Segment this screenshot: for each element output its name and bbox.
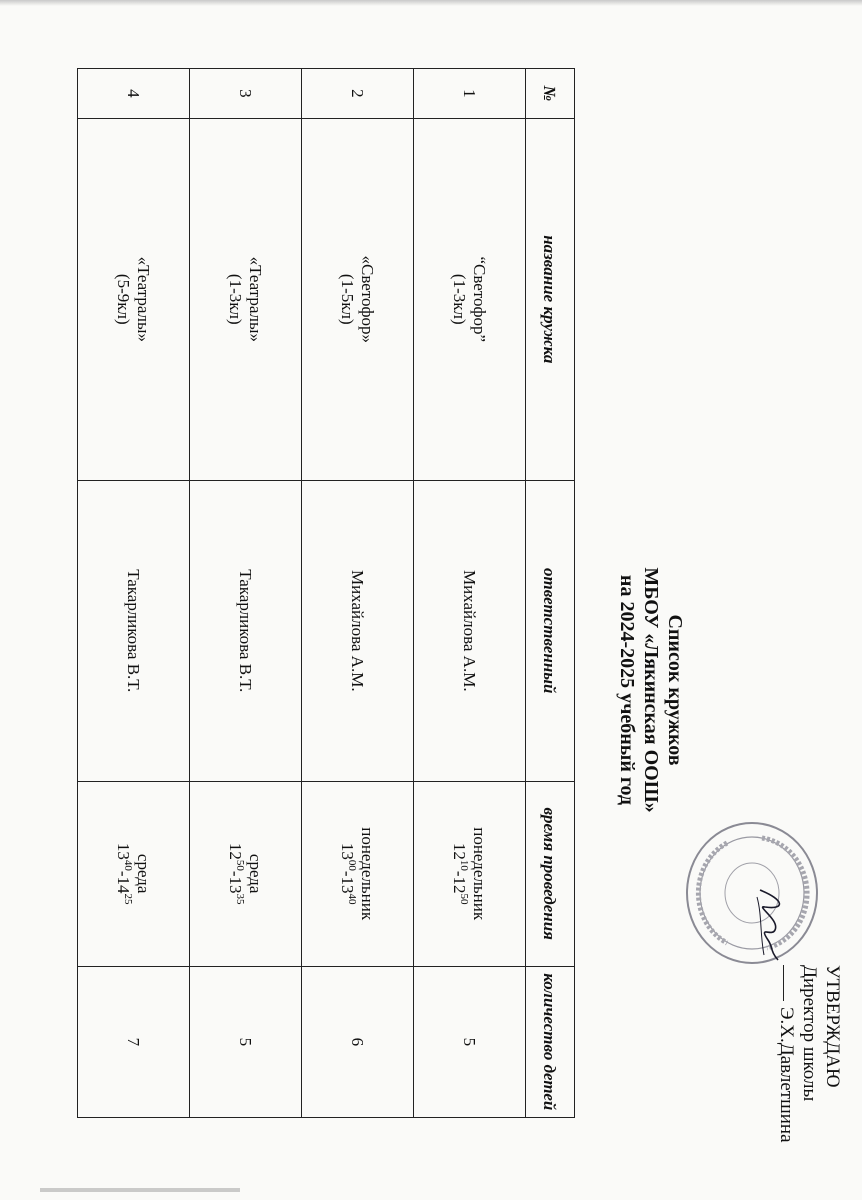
approval-name: Э.Х.Давлетшина bbox=[776, 1007, 797, 1143]
table-row bbox=[302, 69, 414, 1118]
club-name: «Театралы» bbox=[134, 256, 154, 342]
children-count: 5 bbox=[414, 966, 526, 1117]
row-number: 3 bbox=[190, 69, 302, 119]
children-count: 6 bbox=[302, 966, 414, 1117]
table-row bbox=[414, 69, 526, 1118]
header-children-count: количество детей bbox=[526, 966, 575, 1117]
club-name-cell bbox=[190, 118, 302, 480]
document-title bbox=[615, 440, 687, 940]
approval-position: Директор школы bbox=[799, 965, 820, 1102]
row-number: 4 bbox=[78, 69, 190, 119]
row-number: 1 bbox=[414, 69, 526, 119]
clubs-table bbox=[77, 68, 575, 1118]
header-number: № bbox=[526, 69, 575, 119]
club-name-cell bbox=[302, 118, 414, 480]
signature-icon bbox=[750, 885, 790, 965]
title-line-3: на 2024-2025 учебный год bbox=[616, 574, 638, 806]
responsible-person: Такарликова В.Т. bbox=[78, 480, 190, 781]
club-name-cell bbox=[78, 118, 190, 480]
time-range: $12^{10}-12^{50}$ bbox=[450, 842, 471, 905]
header-club-name: название кружка bbox=[526, 118, 575, 480]
approval-signer bbox=[775, 965, 798, 1195]
responsible-person: Михайлова А.М. bbox=[302, 480, 414, 781]
weekday: среда bbox=[246, 853, 266, 894]
club-grades: (1-3кл) bbox=[450, 273, 470, 325]
weekday: понедельник bbox=[470, 827, 490, 921]
time-cell bbox=[78, 781, 190, 966]
time-cell bbox=[190, 781, 302, 966]
children-count: 7 bbox=[78, 966, 190, 1117]
club-grades: (1-3кл) bbox=[226, 273, 246, 325]
table-row bbox=[78, 69, 190, 1118]
children-count: 5 bbox=[190, 966, 302, 1117]
title-line-1: Список кружков bbox=[664, 614, 686, 766]
signature-line bbox=[783, 965, 784, 1001]
club-name-cell bbox=[414, 118, 526, 480]
weekday: понедельник bbox=[358, 827, 378, 921]
responsible-person: Такарликова В.Т. bbox=[190, 480, 302, 781]
table-row bbox=[190, 69, 302, 1118]
table-header-row bbox=[526, 69, 575, 1118]
time-range: $13^{40}-14^{25}$ bbox=[114, 842, 135, 905]
row-number: 2 bbox=[302, 69, 414, 119]
approval-heading: УТВЕРЖДАЮ bbox=[822, 965, 843, 1088]
club-name: «Театралы» bbox=[246, 256, 266, 342]
time-cell bbox=[302, 781, 414, 966]
header-responsible: ответственный bbox=[526, 480, 575, 781]
club-grades: (1-5кл) bbox=[338, 273, 358, 325]
club-name: “Светофор” bbox=[470, 256, 490, 343]
time-range: $13^{00}-13^{40}$ bbox=[338, 842, 359, 905]
club-grades: (5-9кл) bbox=[114, 273, 134, 325]
header-time: время проведения bbox=[526, 781, 575, 966]
weekday: среда bbox=[134, 853, 154, 894]
time-cell bbox=[414, 781, 526, 966]
time-range: $12^{50}-13^{35}$ bbox=[226, 842, 247, 905]
responsible-person: Михайлова А.М. bbox=[414, 480, 526, 781]
club-name: «Светофор» bbox=[358, 255, 378, 344]
title-line-2: МБОУ «Лякинская ООШ» bbox=[640, 567, 662, 813]
approval-block bbox=[775, 965, 844, 1195]
